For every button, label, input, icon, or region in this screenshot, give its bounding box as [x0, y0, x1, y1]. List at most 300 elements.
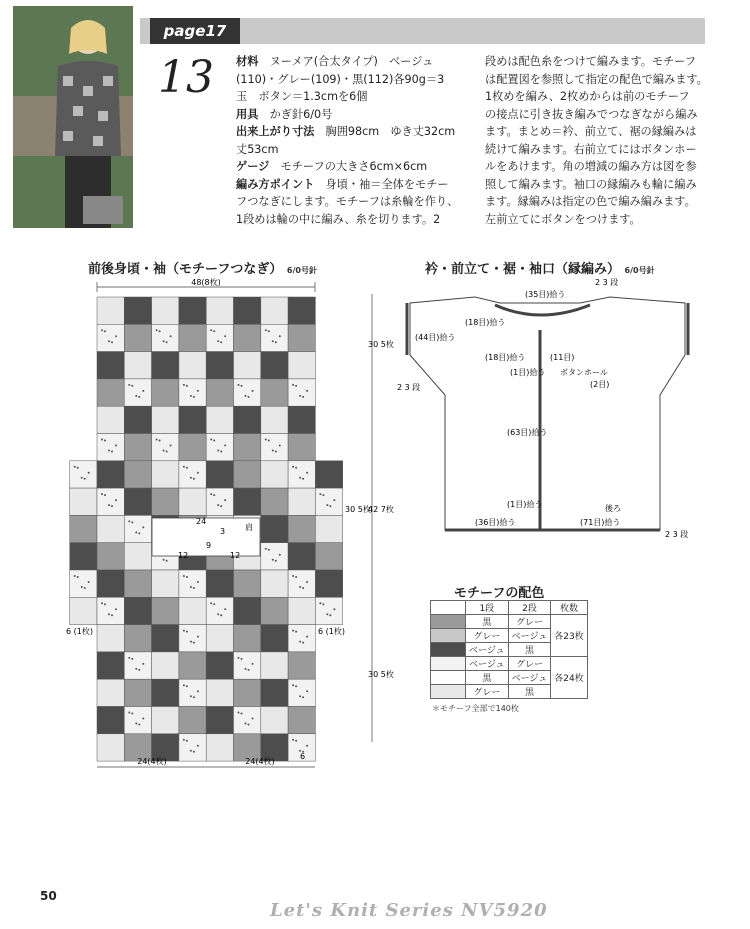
label-collar-back: (35目)拾う: [525, 290, 566, 299]
dim-bottom-left: 24(4枚): [137, 757, 167, 766]
instruction-line: 材料 ヌーメア(合太タイプ) ベージュ: [236, 55, 434, 68]
motif-dot: [135, 668, 137, 670]
motif-dot: [166, 560, 168, 562]
motif-dot: [115, 608, 117, 610]
page-number: 50: [40, 889, 57, 903]
motif-dot: [265, 329, 267, 331]
motif-dot: [183, 466, 185, 468]
motif-dot: [245, 668, 247, 670]
motif-square: [261, 625, 288, 652]
motif-square: [234, 324, 261, 351]
motif-dot: [217, 613, 219, 615]
motif-dot: [299, 477, 301, 479]
motif-square: [261, 515, 288, 542]
motif-dot: [81, 586, 83, 588]
motif-square: [70, 461, 97, 488]
motif-dot: [252, 718, 254, 720]
motif-dot: [197, 745, 199, 747]
motif-square: [288, 570, 315, 597]
motif-square: [234, 679, 261, 706]
motif-dot: [142, 663, 144, 665]
instruction-line: 照して編みます。袖口の縁編みも輪に編み: [485, 177, 697, 191]
motif-dot: [210, 439, 212, 441]
motif-square: [70, 570, 97, 597]
motif-square: [97, 597, 124, 624]
dim-sleeve: 30 5枚: [345, 505, 371, 514]
motif-dot: [166, 451, 168, 453]
motif-dot: [295, 467, 297, 469]
motif-square: [124, 461, 151, 488]
motif-square: [152, 324, 179, 351]
motif-square: [70, 515, 97, 542]
motif-dot: [295, 685, 297, 687]
motif-dot: [101, 439, 103, 441]
motif-square: [124, 543, 151, 570]
label-back: 後ろ: [605, 504, 621, 513]
motif-square: [152, 652, 179, 679]
motif-dot: [248, 724, 250, 726]
motif-dot: [128, 712, 130, 714]
label-sleeve-44: (44目)拾う: [415, 333, 456, 342]
color-table-title: モチーフの配色: [454, 586, 545, 601]
motif-dot: [104, 494, 106, 496]
inner-12a: 12: [178, 551, 189, 560]
motif-dot: [292, 466, 294, 468]
inner-24: 24: [196, 517, 207, 526]
motif-dot: [220, 614, 222, 616]
motif-dot: [213, 603, 215, 605]
motif-dot: [101, 493, 103, 495]
motif-square: [97, 707, 124, 734]
instructions-col1: [236, 53, 481, 228]
motif-square: [261, 679, 288, 706]
motif-dot: [238, 384, 240, 386]
motif-dot: [128, 384, 130, 386]
motif-dot: [104, 440, 106, 442]
motif-square: [288, 434, 315, 461]
motif-dot: [275, 451, 277, 453]
motif-square: [179, 625, 206, 652]
color-table: [430, 600, 588, 699]
motif-dot: [84, 478, 86, 480]
motif-dot: [88, 472, 90, 474]
motif-square: [234, 652, 261, 679]
motif-square: [179, 324, 206, 351]
motif-square: [179, 652, 206, 679]
motif-square: [179, 707, 206, 734]
motif-dot: [135, 531, 137, 533]
motif-dot: [159, 440, 161, 442]
motif-dot: [220, 505, 222, 507]
motif-dot: [81, 477, 83, 479]
dim-right-upper: 30 5枚: [368, 340, 394, 349]
color-table-header: 1段 2段 枚数: [431, 601, 588, 615]
motif-dot: [299, 586, 301, 588]
motif-dot: [183, 684, 185, 686]
motif-dot: [220, 341, 222, 343]
motif-square: [124, 488, 151, 515]
instruction-line: 1段めは輪の中に編み、糸を切ります。2: [236, 212, 441, 226]
motif-dot: [224, 608, 226, 610]
shoulder-label: 肩: [245, 523, 253, 532]
motif-dot: [295, 385, 297, 387]
motif-dot: [217, 340, 219, 342]
motif-dot: [183, 739, 185, 741]
motif-square: [206, 707, 233, 734]
label-pick-1b: (1目)拾う: [507, 500, 543, 509]
motif-square: [261, 488, 288, 515]
motif-dot: [302, 587, 304, 589]
motif-square: [288, 488, 315, 515]
motif-square: [124, 515, 151, 542]
motif-square: [234, 379, 261, 406]
motif-dot: [248, 396, 250, 398]
motif-square: [179, 297, 206, 324]
instruction-line: ルをあけます。角の増減の編み方は図を参: [485, 160, 697, 173]
motif-square: [97, 625, 124, 652]
dim-bottom-6: 6: [300, 752, 306, 761]
motif-dot: [306, 390, 308, 392]
motif-dot: [108, 613, 110, 615]
motif-dot: [142, 718, 144, 720]
motif-dot: [142, 526, 144, 528]
motif-dot: [238, 712, 240, 714]
motif-dot: [197, 472, 199, 474]
motif-dot: [224, 445, 226, 447]
instruction-line: フつなぎにします。モチーフは糸輪を作り、: [236, 195, 459, 208]
motif-square: [288, 352, 315, 379]
motif-square: [288, 379, 315, 406]
motif-dot: [245, 395, 247, 397]
motif-square: [124, 707, 151, 734]
motif-dot: [272, 450, 274, 452]
motif-square: [97, 434, 124, 461]
motif-square: [179, 597, 206, 624]
motif-dot: [77, 467, 79, 469]
motif-dot: [292, 630, 294, 632]
motif-square: [288, 297, 315, 324]
instruction-line: (110)・グレー(109)・黒(112)各90g＝3: [236, 72, 445, 86]
motif-dot: [115, 445, 117, 447]
motif-square: [206, 570, 233, 597]
motif-square: [152, 679, 179, 706]
motif-dot: [108, 450, 110, 452]
motif-dot: [186, 385, 188, 387]
motif-square: [234, 570, 261, 597]
motif-dot: [197, 390, 199, 392]
motif-square: [261, 379, 288, 406]
series-title: Let's Knit Series NV5920: [270, 900, 548, 921]
model-illustration: [13, 6, 133, 228]
label-collar-18b: (18目)拾う: [485, 353, 526, 362]
inner-12b: 12: [230, 551, 241, 560]
edging-diagram: [395, 275, 705, 555]
motif-square: [70, 597, 97, 624]
motif-square: [261, 570, 288, 597]
motif-dot: [128, 657, 130, 659]
motif-dot: [306, 745, 308, 747]
label-left-23: 2 3 段: [397, 383, 421, 392]
motif-dot: [292, 575, 294, 577]
motif-square: [124, 679, 151, 706]
motif-square: [97, 406, 124, 433]
motif-dot: [322, 603, 324, 605]
motif-square: [179, 406, 206, 433]
motif-dot: [193, 396, 195, 398]
motif-dot: [138, 396, 140, 398]
motif-square: [152, 434, 179, 461]
motif-dot: [197, 690, 199, 692]
motif-dot: [115, 499, 117, 501]
motif-dot: [138, 724, 140, 726]
color-table-note: ＊モチーフ全部で140枚: [432, 704, 519, 713]
pattern-number: 13: [158, 52, 214, 103]
motif-square: [124, 297, 151, 324]
table-row: グレー ベージュ: [431, 629, 588, 643]
motif-dot: [295, 740, 297, 742]
motif-square: [315, 515, 342, 542]
dim-left-side: 6 (1枚): [66, 627, 93, 636]
motif-dot: [159, 330, 161, 332]
motif-dot: [131, 385, 133, 387]
page-label: page17: [150, 18, 240, 44]
motif-dot: [77, 576, 79, 578]
motif-dot: [238, 657, 240, 659]
dim-right-side: 6 (1枚): [318, 627, 345, 636]
label-collar-18a: (18目)拾う: [465, 318, 506, 327]
motif-dot: [156, 439, 158, 441]
dim-bottom-right: 24(4枚): [245, 757, 275, 766]
inner-9: 9: [206, 541, 212, 550]
motif-square: [206, 625, 233, 652]
motif-square: [179, 379, 206, 406]
motif-dot: [319, 493, 321, 495]
instruction-line: 編み方ポイント 身頃・袖＝全体をモチー: [236, 177, 449, 191]
motif-dot: [265, 548, 267, 550]
motif-dot: [213, 494, 215, 496]
motif-square: [315, 488, 342, 515]
motif-square: [97, 734, 124, 761]
motif-square: [70, 543, 97, 570]
motif-dot: [275, 341, 277, 343]
table-row: 黒 ベージュ: [431, 671, 588, 685]
motif-square: [206, 352, 233, 379]
motif-square: [70, 488, 97, 515]
motif-square: [315, 570, 342, 597]
motif-dot: [104, 330, 106, 332]
motif-square: [97, 297, 124, 324]
motif-square: [152, 406, 179, 433]
motif-square: [261, 543, 288, 570]
motif-dot: [74, 575, 76, 577]
motif-dot: [329, 614, 331, 616]
instruction-line: ます。まとめ＝衿、前立て、裾の縁編みは: [485, 125, 697, 138]
motif-square: [288, 679, 315, 706]
motif-square: [179, 352, 206, 379]
motif-square: [288, 406, 315, 433]
motif-square: [315, 461, 342, 488]
dim-right-total: 42 7枚: [368, 505, 394, 514]
motif-dot: [135, 395, 137, 397]
motif-square: [124, 406, 151, 433]
motif-dot: [217, 450, 219, 452]
motif-dot: [131, 658, 133, 660]
motif-dot: [104, 603, 106, 605]
motif-square: [234, 461, 261, 488]
motif-dot: [156, 329, 158, 331]
motif-dot: [279, 335, 281, 337]
motif-dot: [163, 559, 165, 561]
motif-square: [261, 352, 288, 379]
table-row: ベージュ 黒: [431, 643, 588, 657]
motif-square: [234, 707, 261, 734]
motif-dot: [268, 330, 270, 332]
motif-square: [315, 543, 342, 570]
motif-dot: [302, 396, 304, 398]
motif-square: [234, 625, 261, 652]
diagram2-title: 衿・前立て・裾・袖口（縁編み） 6/0号針: [425, 262, 655, 277]
label-front-63: (63目)拾う: [507, 428, 548, 437]
motif-dot: [128, 520, 130, 522]
motif-dot: [213, 330, 215, 332]
table-row: ベージュ グレー 各24枚: [431, 657, 588, 671]
motif-dot: [84, 587, 86, 589]
motif-dot: [224, 499, 226, 501]
motif-square: [152, 625, 179, 652]
motif-square: [97, 352, 124, 379]
motif-dot: [292, 739, 294, 741]
motif-dot: [217, 504, 219, 506]
motif-dot: [306, 636, 308, 638]
diagram1-title: 前後身頃・袖（モチーフつなぎ） 6/0号針: [88, 262, 317, 277]
motif-dot: [306, 690, 308, 692]
motif-dot: [279, 445, 281, 447]
motif-square: [152, 707, 179, 734]
motif-dot: [268, 440, 270, 442]
instruction-line: 段めは配色糸をつけて編みます。モチーフ: [485, 55, 697, 68]
label-collar-right-23: 2 3 段: [595, 278, 619, 287]
motif-square: [97, 570, 124, 597]
motif-square: [152, 461, 179, 488]
instruction-line: の接点に引き抜き編みでつなぎながら編み: [485, 107, 698, 121]
motif-dot: [190, 695, 192, 697]
motif-dot: [193, 478, 195, 480]
motif-square: [261, 707, 288, 734]
motif-square: [206, 434, 233, 461]
motif-square: [261, 461, 288, 488]
instructions-col2: [485, 53, 730, 228]
motif-dot: [190, 395, 192, 397]
table-row: グレー 黒: [431, 685, 588, 699]
motif-dot: [220, 451, 222, 453]
motif-square: [124, 570, 151, 597]
motif-layout-diagram: [60, 272, 394, 777]
motif-square: [288, 324, 315, 351]
motif-dot: [241, 385, 243, 387]
motif-dot: [190, 586, 192, 588]
motif-dot: [131, 713, 133, 715]
motif-square: [124, 625, 151, 652]
motif-dot: [224, 335, 226, 337]
motif-dot: [241, 658, 243, 660]
motif-square: [261, 597, 288, 624]
motif-dot: [170, 445, 172, 447]
motif-square: [206, 379, 233, 406]
motif-dot: [142, 390, 144, 392]
motif-dot: [186, 576, 188, 578]
motif-dot: [183, 384, 185, 386]
motif-square: [234, 352, 261, 379]
motif-square: [288, 597, 315, 624]
motif-dot: [252, 663, 254, 665]
motif-dot: [302, 642, 304, 644]
motif-square: [261, 434, 288, 461]
motif-square: [124, 379, 151, 406]
motif-dot: [268, 549, 270, 551]
motif-square: [97, 652, 124, 679]
motif-square: [288, 625, 315, 652]
motif-dot: [193, 587, 195, 589]
dim-right-lower: 30 5枚: [368, 670, 394, 679]
motif-dot: [302, 696, 304, 698]
motif-dot: [295, 631, 297, 633]
instruction-line: 続けて編みます。右前立てにはボタンホー: [485, 142, 697, 156]
motif-square: [261, 324, 288, 351]
motif-dot: [88, 581, 90, 583]
label-hem-71: (71目)拾う: [580, 518, 621, 527]
motif-square: [152, 297, 179, 324]
motif-dot: [210, 493, 212, 495]
motif-square: [288, 707, 315, 734]
motif-square: [206, 297, 233, 324]
motif-dot: [319, 602, 321, 604]
motif-dot: [131, 521, 133, 523]
table-row: 黒 グレー 各23枚: [431, 615, 588, 629]
motif-square: [179, 434, 206, 461]
motif-dot: [292, 684, 294, 686]
motif-square: [206, 324, 233, 351]
motif-square: [179, 679, 206, 706]
motif-dot: [252, 390, 254, 392]
motif-square: [234, 406, 261, 433]
motif-dot: [163, 450, 165, 452]
instruction-line: 玉 ボタン＝1.3cmを6個: [236, 90, 368, 103]
motif-square: [152, 597, 179, 624]
motif-square: [97, 461, 124, 488]
motif-dot: [333, 608, 335, 610]
motif-square: [97, 324, 124, 351]
motif-dot: [275, 560, 277, 562]
motif-square: [97, 543, 124, 570]
instruction-line: ゲージ モチーフの大きさ6cm×6cm: [236, 160, 428, 173]
motif-dot: [272, 559, 274, 561]
motif-square: [206, 652, 233, 679]
motif-dot: [193, 642, 195, 644]
motif-square: [288, 515, 315, 542]
motif-square: [234, 597, 261, 624]
label-hem-36: (36目)拾う: [475, 518, 516, 527]
motif-square: [152, 379, 179, 406]
motif-dot: [101, 602, 103, 604]
motif-square: [97, 679, 124, 706]
label-buttonhole-11: (11目): [550, 353, 575, 362]
motif-dot: [333, 499, 335, 501]
motif-dot: [210, 602, 212, 604]
motif-square: [261, 652, 288, 679]
motif-square: [124, 352, 151, 379]
motif-square: [206, 597, 233, 624]
motif-dot: [190, 477, 192, 479]
